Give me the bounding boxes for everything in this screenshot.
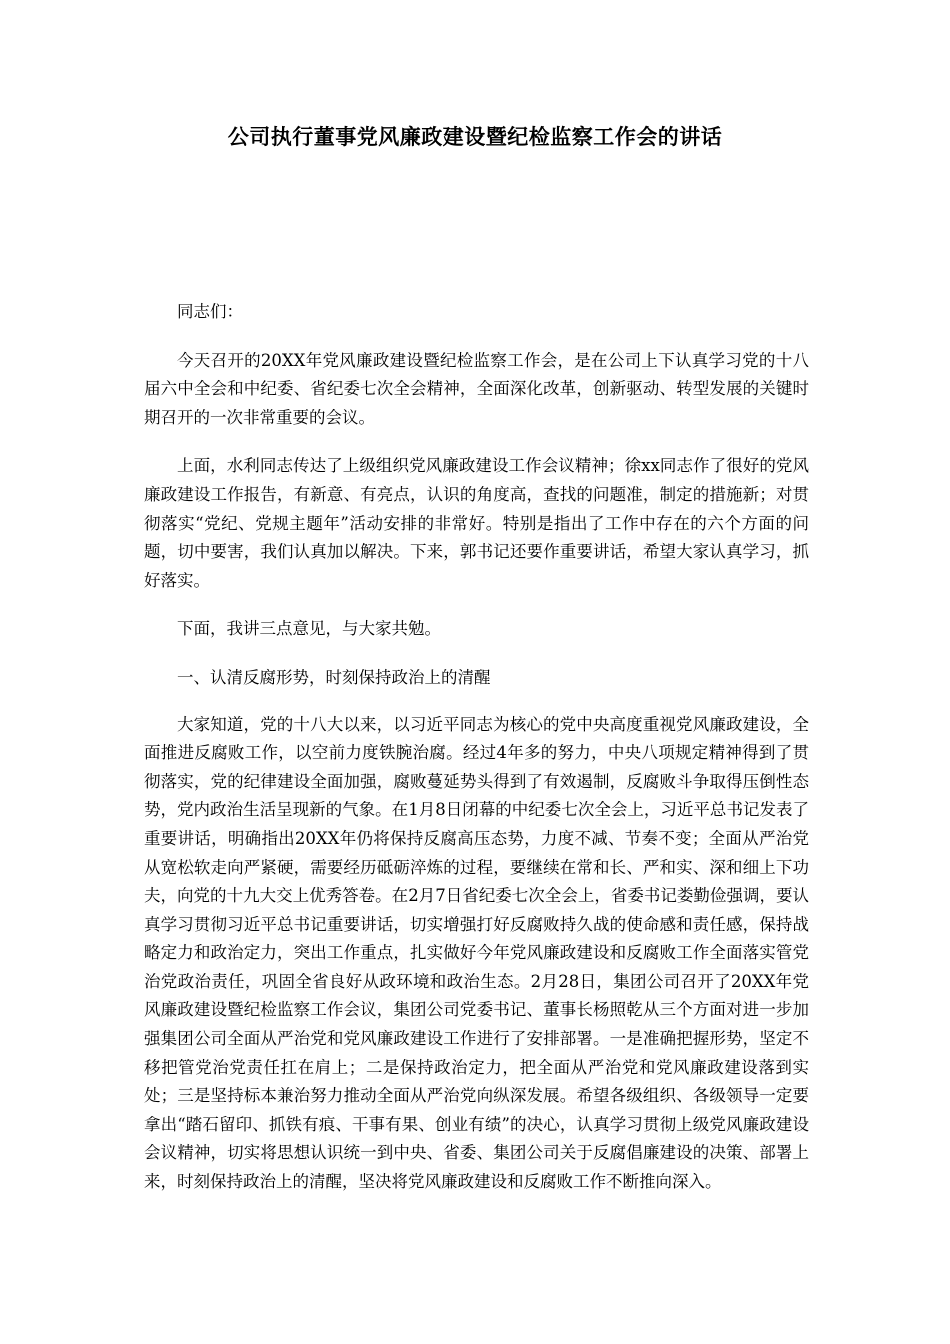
outline-paragraph: 下面，我讲三点意见，与大家共勉。 — [177, 619, 441, 639]
section-1-body-paragraph: 大家知道，党的十八大以来，以习近平同志为核心的党中央高度重视党风廉政建设，全面推进反腐败工作，以空前力度铁腕治腐。经过4年多的努力，中央八项规定精神得到了贯彻落实，党的纪律建设全面加强，腐败蔓延势头得到了有效遏制，反腐败斗争取得压倒性态势，党内政治生活呈现新的气象。在1月8日闭幕的中纪委七次全会上，习近平总书记发表了重要讲话，明确指出20XX年仍将保持反腐高压态势，力度不减、节奏不变；全面从严治党从宽松软走向严紧硬，需要经历砥砺淬炼的过程，要继续在常和长、严和实、深和细上下功夫，向党的十九大交上优秀答卷。在2月7日省纪委七次全会上，省委书记娄勤俭强调，要认真学习贯彻习近平总书记重要讲话，切实增强打好反腐败持久战的使命感和责任感，保持战略定力和政治定力，突出工作重点，扎实做好今年党风廉政建设和反腐败工作全面落实管党治党政治责任，巩固全省良好从政环境和政治生态。2月28日，集团公司召开了20XX年党风廉政建设暨纪检监察工作会议，集团公司党委书记、董事长杨照乾从三个方面对进一步加强集团公司全面从严治党和党风廉政建设工作进行了安排部署。一是准确把握形势，坚定不移把管党治党责任扛在肩上；二是保持政治定力，把全面从严治党和党风廉政建设落到实处；三是坚持标本兼治努力推动全面从严治党向纵深发展。希望各级组织、各级领导一定要拿出“踏石留印、抓铁有痕、干事有果、创业有绩”的决心，认真学习贯彻上级党风廉政建设会议精神，切实将思想认识统一到中央、省委、集团公司关于反腐倡廉建设的决策、部署上来，时刻保持政治上的清醒，坚决将党风廉政建设和反腐败工作不断推向深入。 — [144, 714, 809, 1192]
review-paragraph: 上面，水利同志传达了上级组织党风廉政建设工作会议精神；徐xx同志作了很好的党风廉政建设工作报告，有新意、有亮点，认识的角度高，查找的问题准，制定的措施新；对贯彻落实“党纪、党规主题年”活动安排的非常好。特别是指出了工作中存在的六个方面的问题，切中要害，我们认真加以解决。下来，郭书记还要作重要讲话，希望大家认真学习，抓好落实。 — [144, 456, 809, 590]
intro-paragraph: 今天召开的20XX年党风廉政建设暨纪检监察工作会，是在公司上下认真学习党的十八届六中全会和中纪委、省纪委七次全会精神，全面深化改革，创新驱动、转型发展的关键时期召开的一次非常重要的会议。 — [144, 350, 809, 427]
document-body — [144, 298, 809, 1217]
section-heading-1: 一、认清反腐形势，时刻保持政治上的清醒 — [177, 667, 491, 687]
salutation-paragraph: 同志们： — [177, 302, 243, 321]
document-title: 公司执行董事党风廉政建设暨纪检监察工作会的讲话 — [227, 124, 723, 149]
